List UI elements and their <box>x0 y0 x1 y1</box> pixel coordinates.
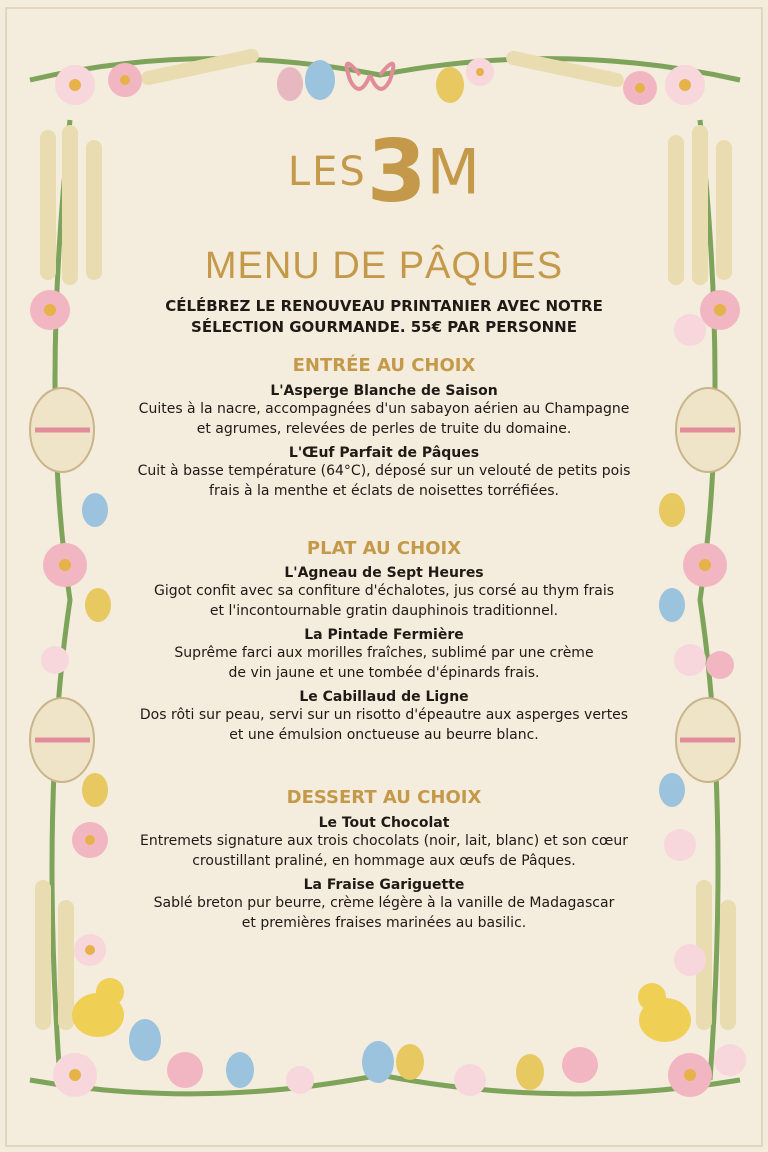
dish-description: Cuit à basse température (64°C), déposé sur un velouté de petits pois <box>137 463 631 479</box>
dish-description: Dos rôti sur peau, servi sur un risotto d'épeautre aux asperges vertes <box>139 707 629 723</box>
dish-name: Le Tout Chocolat <box>318 815 450 831</box>
dish-description: croustillant praliné, en hommage aux œufs de Pâques. <box>192 853 576 869</box>
subtitle-line-2: SÉLECTION GOURMANDE. 55€ PAR PERSONNE <box>191 318 577 336</box>
section-title: PLAT AU CHOIX <box>306 538 462 559</box>
dish-description: et premières fraises marinées au basilic. <box>241 915 527 931</box>
restaurant-logo <box>0 122 768 222</box>
dish-name: La Pintade Fermière <box>304 627 464 643</box>
dish-description: et agrumes, relevées de perles de truite du domaine. <box>196 421 572 437</box>
dish-name: L'Œuf Parfait de Pâques <box>288 445 480 461</box>
section-plat <box>130 538 638 745</box>
dish-description: et une émulsion onctueuse au beurre blanc. <box>229 727 539 743</box>
dish-description: Suprême farci aux morilles fraîches, sublimé par une crème <box>174 645 594 661</box>
logo-three: 3 <box>366 122 427 222</box>
dish-name: La Fraise Gariguette <box>303 877 465 893</box>
dish-name: L'Asperge Blanche de Saison <box>270 383 498 399</box>
section-title: ENTRÉE AU CHOIX <box>292 355 476 376</box>
dish-description: et l'incontournable gratin dauphinois traditionnel. <box>209 603 559 619</box>
dish-description: de vin jaune et une tombée d'épinards frais. <box>228 665 540 681</box>
subtitle-line-1: CÉLÉBREZ LE RENOUVEAU PRINTANIER AVEC NOTRE <box>165 297 603 315</box>
dish-description: Entremets signature aux trois chocolats (noir, lait, blanc) et son cœur <box>140 833 628 849</box>
dish-description: Sablé breton pur beurre, crème légère à la vanille de Madagascar <box>153 895 615 911</box>
dish-name: L'Agneau de Sept Heures <box>284 565 484 581</box>
logo-les: LES <box>287 149 367 195</box>
menu-subtitle <box>120 296 648 338</box>
section-title: DESSERT AU CHOIX <box>286 787 482 808</box>
dish-description: Gigot confit avec sa confiture d'échalotes, jus corsé au thym frais <box>153 583 615 599</box>
dish-description: Cuites à la nacre, accompagnées d'un sabayon aérien au Champagne <box>138 401 630 417</box>
dish-name: Le Cabillaud de Ligne <box>299 689 469 705</box>
logo-m: M <box>426 135 481 209</box>
menu-title: MENU DE PÂQUES <box>204 245 564 287</box>
section-entree <box>130 355 638 501</box>
section-dessert <box>130 787 638 933</box>
dish-description: frais à la menthe et éclats de noisettes torréfiées. <box>209 483 559 499</box>
